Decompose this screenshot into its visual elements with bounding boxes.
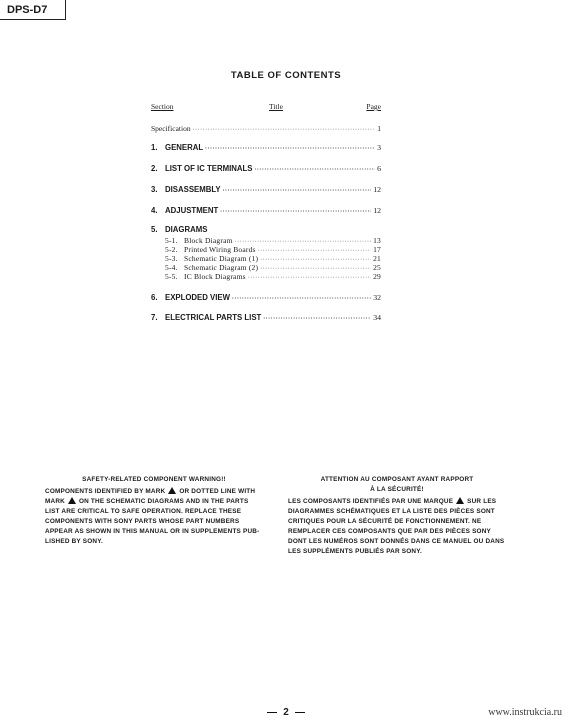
toc-num: 7. (151, 313, 158, 322)
toc-page: 17 (373, 245, 381, 254)
warning-triangle-icon (68, 497, 76, 504)
leader-dots (263, 316, 371, 322)
toc-row-ic-terminals[interactable] (151, 164, 381, 173)
toc-subrow-block-diagram[interactable] (165, 236, 381, 245)
table-of-contents (151, 102, 381, 322)
toc-label: LIST OF IC TERMINALS (165, 164, 253, 173)
warning-triangle-icon (168, 487, 176, 494)
toc-row-exploded-view[interactable] (151, 293, 381, 302)
toc-page: 21 (373, 254, 381, 263)
toc-sublabel: Block Diagram (184, 236, 233, 245)
toc-label: GENERAL (165, 143, 204, 152)
warning-body: LES COMPOSANTS IDENTIFIÉS PAR UNE MARQUE SUR LES DIAGRAMMES SCHÉMATIQUES ET LA LISTE DES PIÈCES SONT CRITIQUES POUR LA SÉCURITÉ DE FONCTIONNEMENT. NE REMPLACER CES COMPOSANTS QUE PAR DES PIÈCES SONY DONT LES NUMÉROS SONT DONNÉS DANS CE MANUEL OU DANS LES SUPPLÉMENTS PUBLIÉS PAR SONY. (288, 498, 505, 555)
toc-page: 12 (373, 185, 381, 194)
toc-header (151, 102, 381, 111)
toc-row-diagrams[interactable] (151, 225, 381, 234)
toc-page: 3 (377, 143, 381, 152)
toc-num: 3. (151, 185, 158, 194)
leader-dots (232, 296, 371, 302)
toc-num: 4. (151, 206, 158, 215)
toc-row-disassembly[interactable] (151, 185, 381, 194)
toc-num: 6. (151, 293, 158, 302)
leader-dots (260, 257, 371, 263)
page-number: 2 (0, 707, 572, 718)
toc-page: 25 (373, 263, 381, 272)
toc-label: DISASSEMBLY (165, 185, 221, 194)
leader-dots (223, 188, 372, 194)
safety-warning-french (288, 475, 506, 557)
toc-subnum: 5-4. (165, 263, 178, 272)
toc-label: EXPLODED VIEW (165, 293, 230, 302)
warning-body: COMPONENTS IDENTIFIED BY MARK OR DOTTED LINE WITH MARK ON THE SCHEMATIC DIAGRAMS AND IN THE PARTS LIST ARE CRITICAL TO SAFE OPERATION. REPLACE THESE COMPONENTS WITH SONY PARTS WHOSE PART NUMBERS APPEAR AS SHOWN IN THIS MANUAL OR IN SUPPLEMENTS PUB-LISHED BY SONY. (45, 488, 260, 545)
toc-page: 13 (373, 236, 381, 245)
leader-dots (220, 209, 371, 215)
toc-sublabel: Printed Wiring Boards (184, 245, 256, 254)
toc-subrow-schematic-1[interactable] (165, 254, 381, 263)
toc-subrow-schematic-2[interactable] (165, 263, 381, 272)
leader-dots (258, 248, 371, 254)
toc-row-specification[interactable] (151, 124, 381, 133)
toc-sublabel: IC Block Diagrams (184, 272, 246, 281)
toc-num: 1. (151, 143, 158, 152)
leader-dots (260, 266, 371, 272)
toc-row-electrical-parts-list[interactable] (151, 313, 381, 322)
warning-triangle-icon (456, 497, 464, 504)
toc-label: ELECTRICAL PARTS LIST (165, 313, 262, 322)
toc-title: TABLE OF CONTENTS (230, 70, 342, 81)
watermark: www.instrukcia.ru (488, 707, 562, 718)
leader-dots (193, 127, 376, 133)
leader-dots (248, 275, 371, 281)
toc-row-general[interactable] (151, 143, 381, 152)
toc-sublabel: Schematic Diagram (1) (184, 254, 259, 263)
dash-right (295, 712, 305, 713)
toc-page: 32 (373, 293, 381, 302)
toc-sublabel: Schematic Diagram (2) (184, 263, 259, 272)
col-section-label: Section (151, 102, 174, 111)
col-title-label: Title (269, 102, 283, 111)
toc-num: 5. (151, 225, 158, 234)
toc-subnum: 5-1. (165, 236, 178, 245)
toc-subrow-printed-wiring-boards[interactable] (165, 245, 381, 254)
col-page-label: Page (366, 102, 381, 111)
toc-page: 12 (373, 206, 381, 215)
toc-page: 1 (377, 124, 381, 133)
toc-num: 2. (151, 164, 158, 173)
toc-row-adjustment[interactable] (151, 206, 381, 215)
toc-subrow-ic-block-diagrams[interactable] (165, 272, 381, 281)
toc-page: 34 (373, 313, 381, 322)
model-label: DPS-D7 (0, 0, 66, 20)
toc-page: 29 (373, 272, 381, 281)
toc-page: 6 (377, 164, 381, 173)
leader-dots (205, 146, 375, 152)
toc-label: DIAGRAMS (165, 225, 208, 234)
toc-label: ADJUSTMENT (165, 206, 219, 215)
toc-subnum: 5-2. (165, 245, 178, 254)
toc-label: Specification (151, 124, 191, 133)
leader-dots (255, 167, 376, 173)
safety-warning-english (45, 475, 263, 547)
warning-title: SAFETY-RELATED COMPONENT WARNING!! (82, 476, 226, 483)
warning-title: ATTENTION AU COMPOSANT AYANT RAPPORT À LA SÉCURITÉ! (320, 476, 474, 493)
toc-subnum: 5-5. (165, 272, 178, 281)
dash-left (267, 712, 277, 713)
toc-subnum: 5-3. (165, 254, 178, 263)
